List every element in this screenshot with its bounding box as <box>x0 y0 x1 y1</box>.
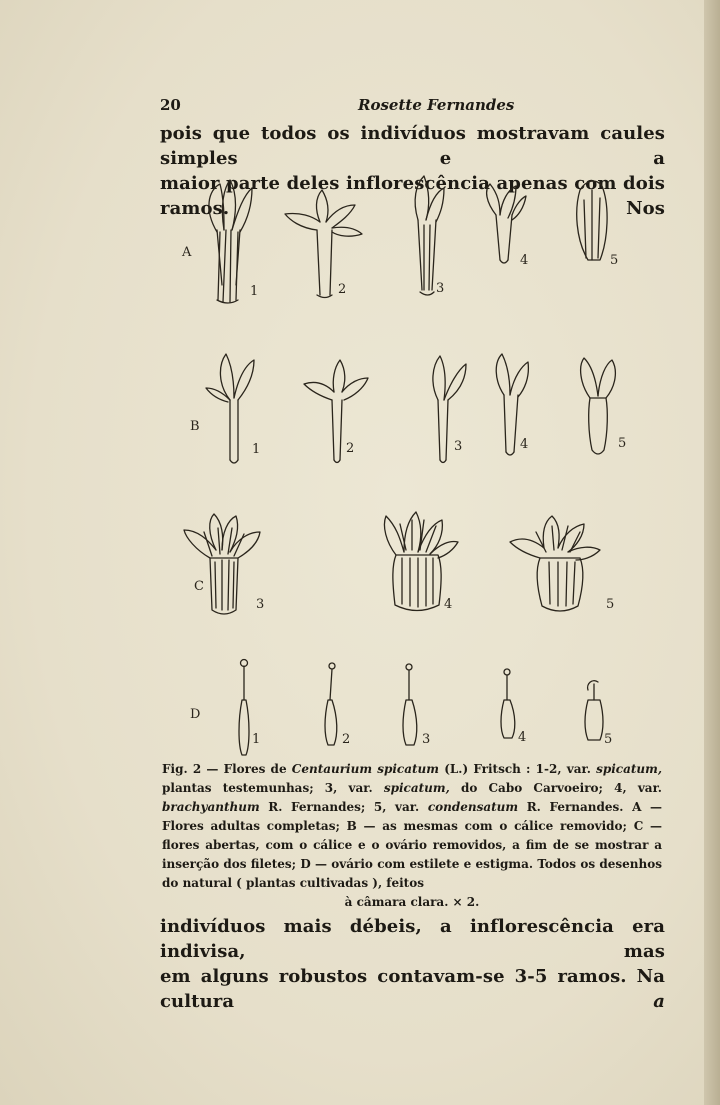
figure-caption <box>162 760 662 912</box>
text-line: pois que todos os indivíduos mostravam caules simples e a <box>160 123 665 169</box>
text-span-italic: a <box>653 991 665 1012</box>
label-a2: 2 <box>338 282 347 297</box>
caption-part: do Cabo Carvoeiro; 4, var. <box>460 781 662 795</box>
flower-drawings <box>160 170 665 758</box>
text-line: maior parte deles inflorescência apenas com dois ramos. Nos <box>160 173 665 219</box>
caption-variety: brachyanthum <box>162 800 260 814</box>
row-label-b: B <box>190 419 200 434</box>
label-d2: 2 <box>342 732 351 747</box>
caption-last-line: à câmara clara. × 2. <box>344 895 480 909</box>
label-a3: 3 <box>436 281 445 296</box>
running-head: Rosette Fernandes <box>358 96 515 114</box>
flower-a3 <box>415 176 444 295</box>
ovary-d3 <box>403 664 417 745</box>
page-number: 20 <box>160 96 181 114</box>
flower-a4 <box>487 184 526 263</box>
page-header <box>160 96 665 116</box>
flower-a5 <box>577 181 607 260</box>
label-d3: 3 <box>422 732 431 747</box>
caption-species: Centaurium spicatum <box>291 762 439 776</box>
label-d1: 1 <box>252 732 261 747</box>
caption-variety: condensatum <box>427 800 519 814</box>
body-text-bottom <box>160 914 665 1014</box>
text-line: indivíduos mais débeis, a inflorescência era indivisa, mas <box>160 916 665 962</box>
caption-part: R. Fernandes; 5, var. <box>268 800 420 814</box>
flower-b2 <box>304 360 368 463</box>
flower-c2 <box>384 512 458 611</box>
caption-variety: spicatum, <box>596 762 663 776</box>
label-c4: 4 <box>444 597 453 612</box>
label-a5: 5 <box>610 253 619 268</box>
row-label-a: A <box>182 245 192 260</box>
caption-variety: spicatum, <box>383 781 450 795</box>
flower-a2 <box>285 190 362 298</box>
book-spine-shadow <box>704 0 720 1105</box>
figure-plate <box>160 170 665 758</box>
label-b4: 4 <box>520 437 529 452</box>
label-b3: 3 <box>454 439 463 454</box>
caption-part: (L.) Fritsch : 1-2, var. <box>444 762 591 776</box>
flower-a1 <box>209 180 252 303</box>
label-a4: 4 <box>520 253 529 268</box>
flower-c3 <box>510 516 600 611</box>
text-span: em alguns robustos contavam-se 3-5 ramos. Na cultura <box>160 966 665 1012</box>
caption-part: Fig. 2 — Flores de <box>162 762 287 776</box>
label-d4: 4 <box>518 730 527 745</box>
flower-b5 <box>581 358 616 454</box>
label-b5: 5 <box>618 436 627 451</box>
label-b2: 2 <box>346 441 355 456</box>
caption-part: plantas testemunhas; 3, var. <box>162 781 373 795</box>
caption-part: R. Fernandes. A — Flores adultas completas; B — as mesmas com o cálice removido; C — flores abertas, com o cálice e o ovário removidos, a fim de se mostrar a inserção dos filetes; D — ovário com estilete e estigma. Todos os desenhos do natural ( plantas cultivadas ), feitos <box>162 800 662 890</box>
label-b1: 1 <box>252 442 261 457</box>
label-c5: 5 <box>606 597 615 612</box>
label-a1: 1 <box>250 284 259 299</box>
ovary-d2 <box>325 663 337 745</box>
row-label-c: C <box>194 579 204 594</box>
flower-b1 <box>206 354 254 463</box>
label-c3: 3 <box>256 597 265 612</box>
ovary-d1 <box>239 660 249 756</box>
text-line <box>160 964 665 1014</box>
ovary-d4 <box>501 669 515 738</box>
ovary-d5 <box>585 681 603 740</box>
row-label-d: D <box>190 707 201 722</box>
label-d5: 5 <box>604 732 613 747</box>
caption-text <box>162 760 662 912</box>
flower-c1 <box>184 514 260 614</box>
